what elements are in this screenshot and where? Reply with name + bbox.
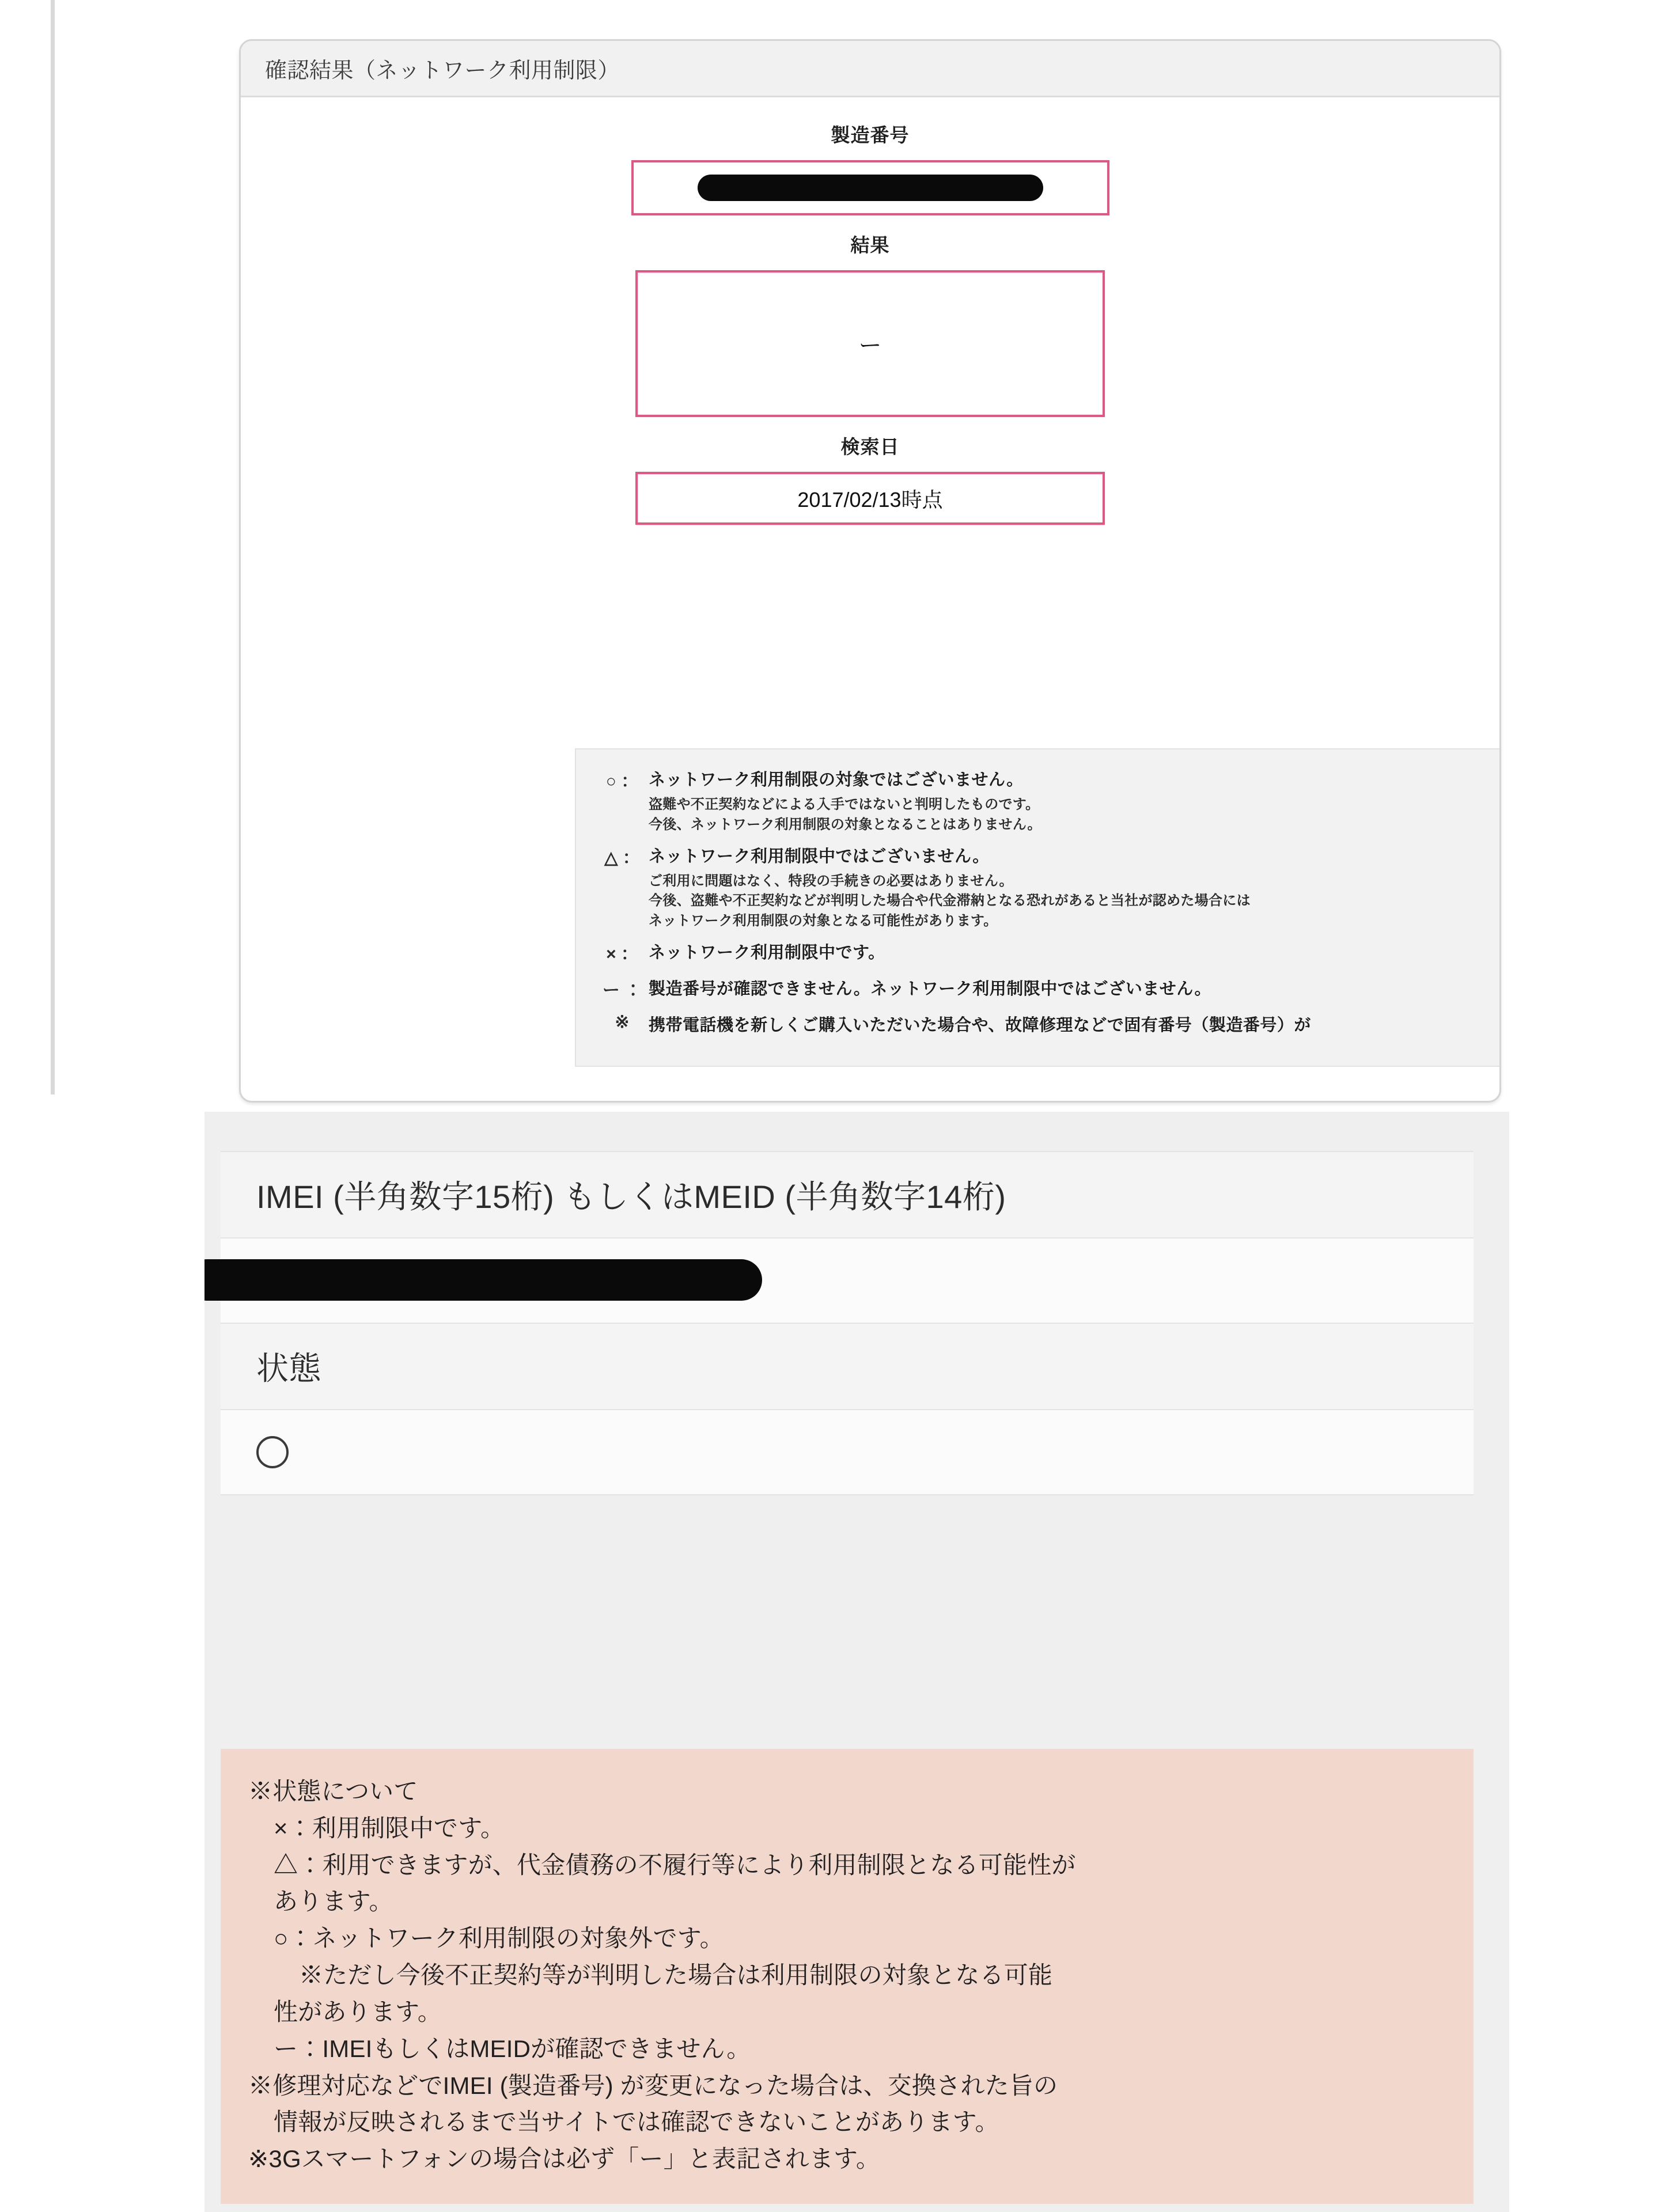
note-line: ※3Gスマートフォンの場合は必ず「ー」と表記されます。: [248, 2145, 881, 2173]
result-card-title: 確認結果（ネットワーク利用制限）: [265, 59, 620, 83]
state-header-label: 状態: [256, 1350, 321, 1387]
state-value-row: [221, 1410, 1474, 1495]
redaction-bar: [698, 175, 1043, 201]
legend-main-text: 製造番号が確認できません。ネットワーク利用制限中ではございません。: [649, 979, 1211, 998]
note-line: ー：IMEIもしくはMEIDが確認できません。: [274, 2035, 751, 2062]
result-field: [241, 230, 1499, 417]
serial-number-field: [241, 120, 1499, 215]
note-line: ○：ネットワーク利用制限の対象外です。: [274, 1925, 724, 1952]
note-line: ※状態について: [248, 1778, 418, 1805]
note-line: あります。: [274, 1888, 393, 1915]
serial-number-value-box: [631, 160, 1109, 215]
result-label: 結果: [850, 234, 890, 256]
legend-sub-text: 今後、盗難や不正契約などが判明した場合や代金滞納となる恐れがあると当社が認めた場合には: [649, 893, 1251, 909]
note-line: ※ただし今後不正契約等が判明した場合は利用制限の対象となる可能: [299, 1961, 1053, 1989]
legend-text: [649, 976, 1501, 1004]
legend-item: [596, 940, 1501, 968]
legend-sub-text: 盗難や不正契約などによる入手ではないと判明したものです。: [649, 797, 1040, 812]
search-date-label: 検索日: [840, 436, 900, 457]
legend-mark-dash: ー ：: [602, 980, 642, 1000]
serial-number-label: 製造番号: [831, 124, 910, 146]
legend-item: [596, 767, 1501, 835]
legend-main-text: ネットワーク利用制限中ではございません。: [649, 847, 990, 866]
legend-mark-note: ※: [615, 1012, 630, 1032]
imei-value-row: [221, 1238, 1474, 1324]
imei-result-table: [221, 1151, 1474, 1495]
circle-icon: [256, 1436, 289, 1468]
imei-header-row: [221, 1152, 1474, 1238]
legend-text: [649, 1012, 1501, 1040]
note-line: △：利用できますが、代金債務の不履行等により利用制限となる可能性が: [274, 1851, 1076, 1878]
state-header-row: [221, 1324, 1474, 1410]
legend-item: [596, 1012, 1501, 1040]
result-card: [239, 39, 1501, 1103]
legend-main-text: ネットワーク利用制限の対象ではございません。: [649, 771, 1024, 789]
legend-sub-text: 今後、ネットワーク利用制限の対象となることはありません。: [649, 816, 1041, 832]
legend-text: [649, 767, 1501, 835]
note-line: 情報が反映されるまで当サイトでは確認できないことがあります。: [274, 2108, 999, 2136]
legend-sub-text: ご利用に問題はなく、特段の手続きの必要はありません。: [649, 873, 1013, 889]
result-card-body: [241, 97, 1499, 525]
legend-panel: [575, 748, 1501, 1067]
page-scroll-rail: [51, 0, 55, 1094]
redaction-bar: [204, 1259, 762, 1301]
note-line: ×：利用制限中です。: [274, 1814, 505, 1842]
result-value-box: ー: [635, 270, 1105, 417]
legend-sub-text: ネットワーク利用制限の対象となる可能性があります。: [649, 913, 998, 929]
search-date-value-box: 2017/02/13時点: [635, 472, 1105, 525]
result-card-header: [241, 41, 1499, 97]
note-line: ※修理対応などでIMEI (製造番号) が変更になった場合は、交換された旨の: [248, 2071, 1058, 2099]
imei-check-screenshot: [204, 1112, 1509, 2212]
legend-main-text: ネットワーク利用制限中です。: [649, 943, 885, 962]
legend-mark-triangle: △ ：: [604, 848, 640, 868]
legend-text: [649, 940, 1501, 968]
legend-main-text: 携帯電話機を新しくご購入いただいた場合や、故障修理などで固有番号（製造番号）が: [649, 1016, 1311, 1035]
legend-item: [596, 843, 1501, 931]
legend-item: [596, 976, 1501, 1004]
legend-mark-cross: × ：: [606, 944, 638, 964]
state-note-panel: [221, 1749, 1474, 2204]
search-date-field: [241, 432, 1499, 525]
note-line: 性があります。: [274, 1998, 442, 2025]
legend-text: [649, 843, 1501, 931]
legend-mark-circle: ○ ：: [605, 772, 639, 791]
imei-header-label: IMEI (半角数字15桁) もしくはMEID (半角数字14桁): [256, 1179, 1006, 1215]
